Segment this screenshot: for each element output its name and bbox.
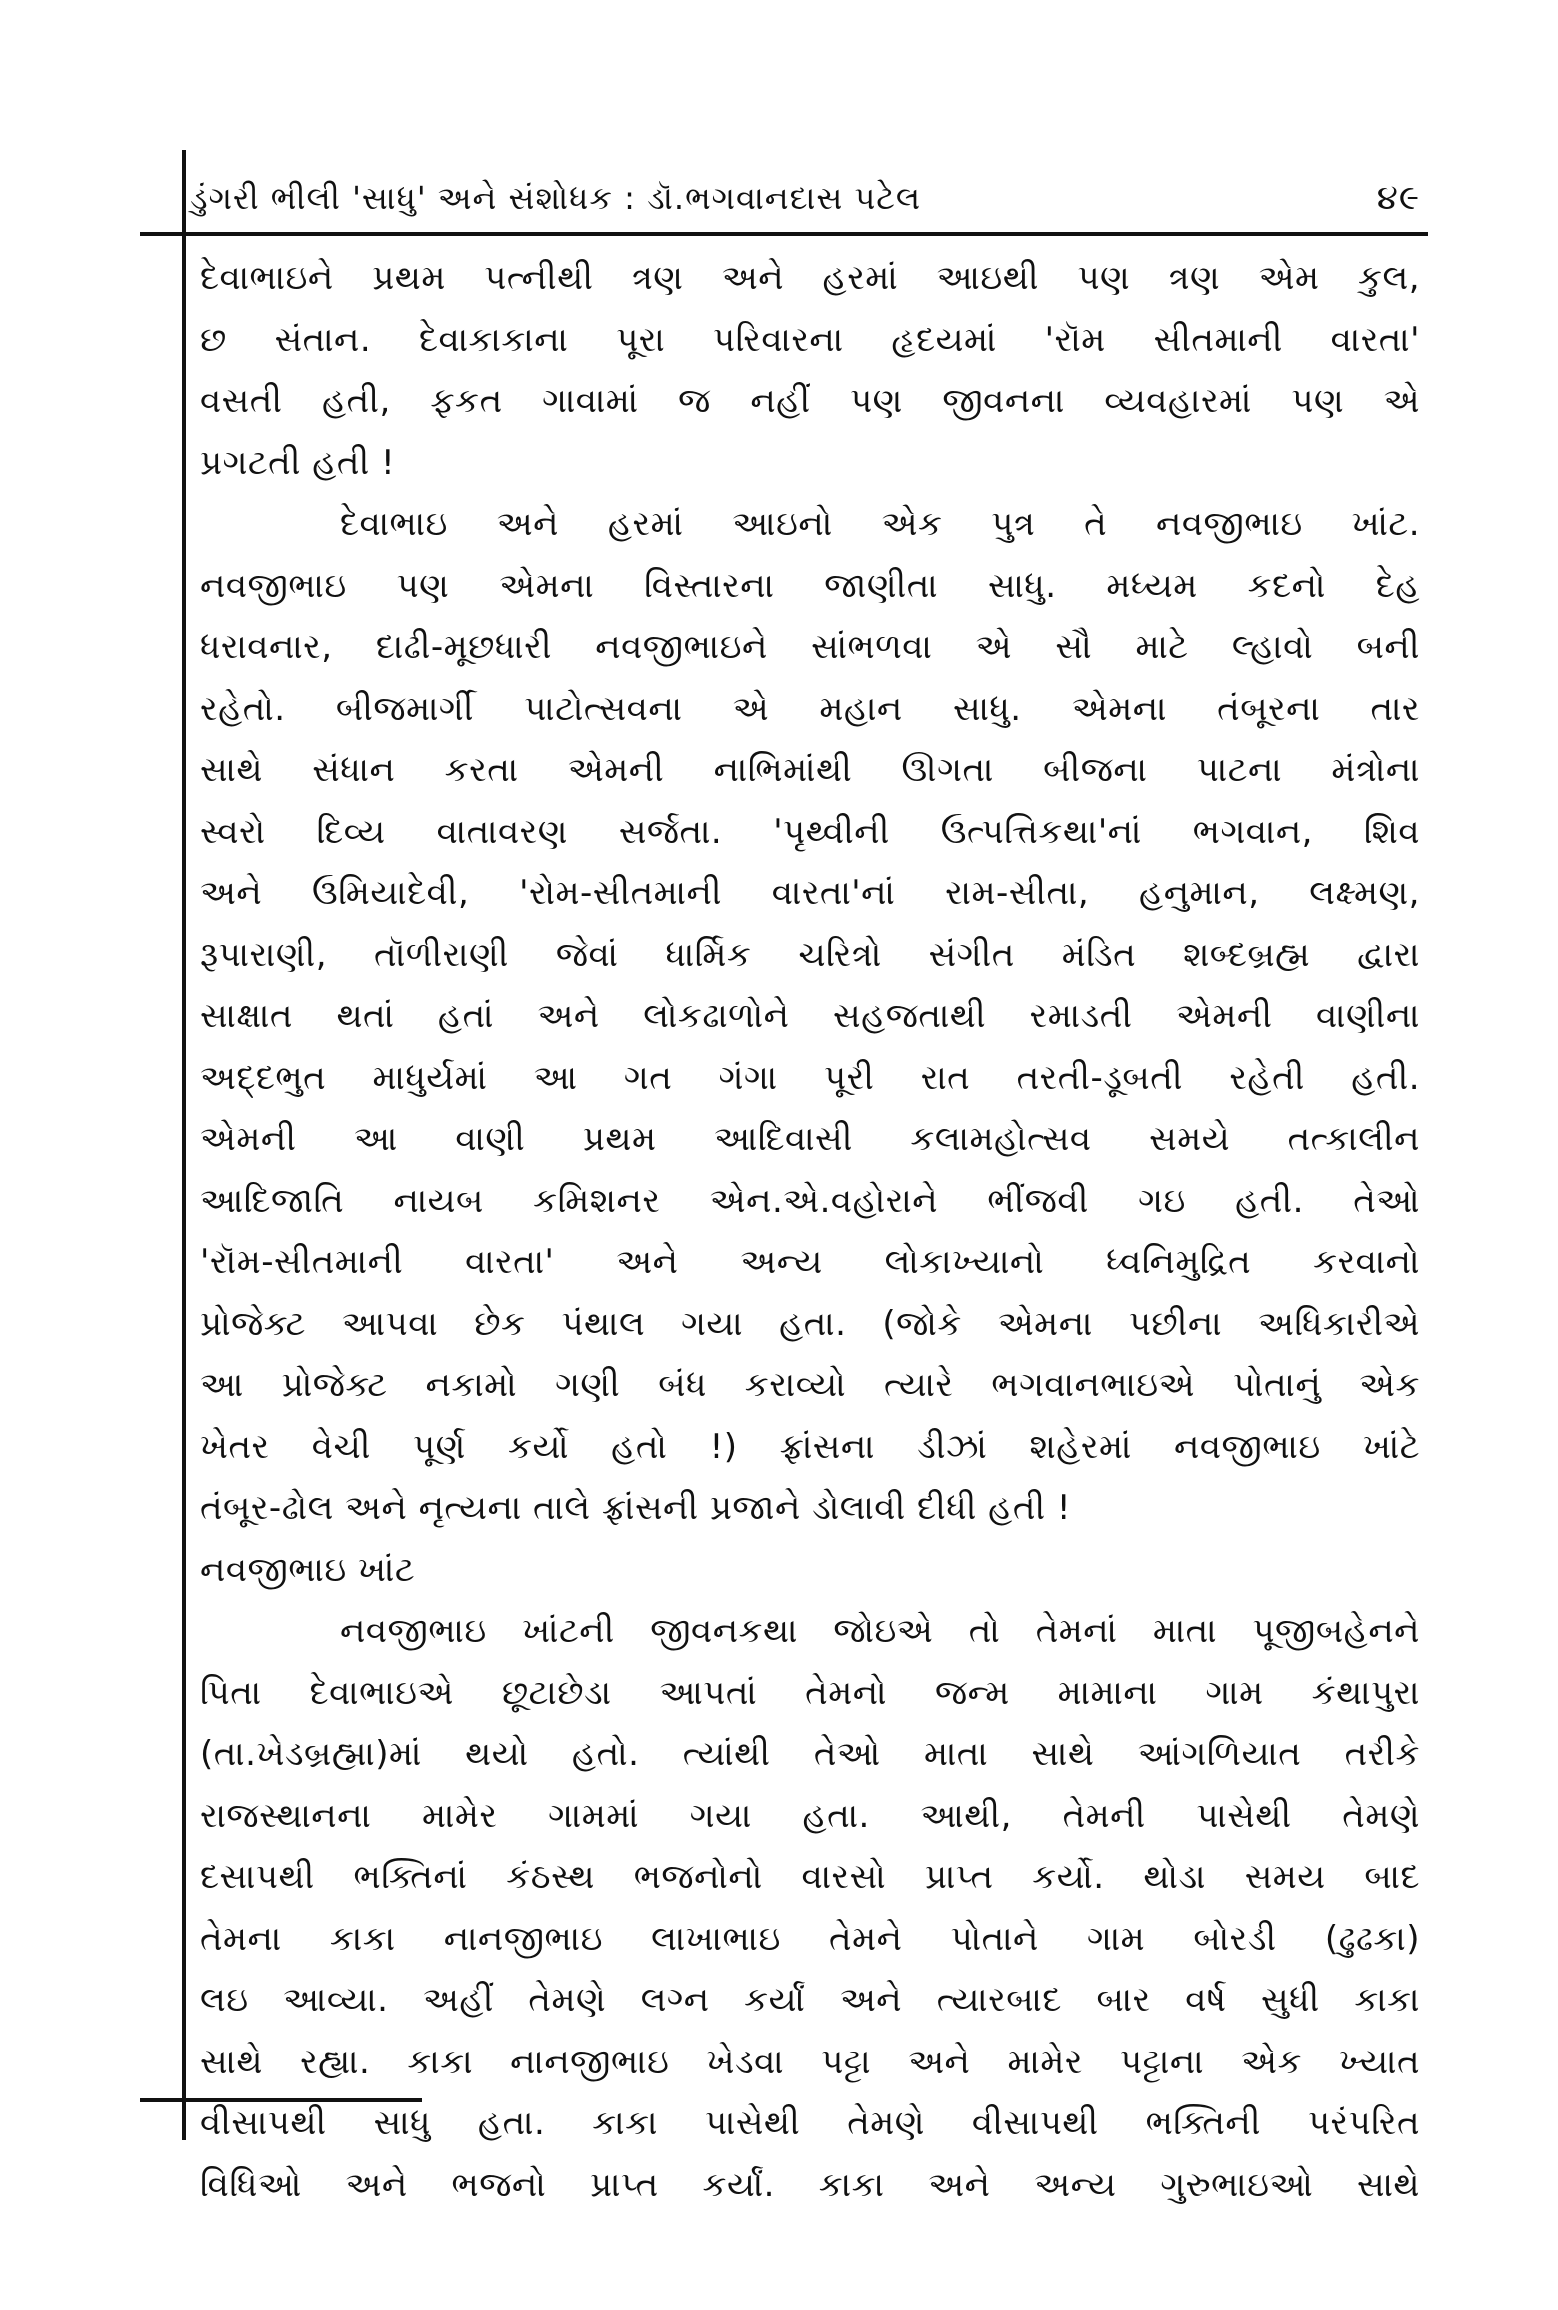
page-number: ૪૯ bbox=[1376, 178, 1420, 218]
text-line: દસાપથી ભક્તિનાં કંઠસ્થ ભજનોનો વારસો પ્રાપ્ત કર્યો. થોડા સમય બાદ bbox=[200, 1857, 1420, 1897]
text-line: લઇ આવ્યા. અહીં તેમણે લગ્ન કર્યાં અને ત્યારબાદ બાર વર્ષ સુધી કાકા bbox=[200, 1980, 1420, 2020]
header-rule bbox=[140, 232, 1428, 236]
text-line: આદિજાતિ નાયબ કમિશનર એન.એ.વહોરાને ભીંજવી ગઇ હતી. તેઓ bbox=[200, 1180, 1420, 1221]
text-line: એમની આ વાણી પ્રથમ આદિવાસી કલામહોત્સવ સમયે તત્કાલીન bbox=[200, 1119, 1420, 1159]
text-line: દેવાભાઇ અને હરમાં આઇનો એક પુત્ર તે નવજીભાઇ ખાંટ. bbox=[340, 504, 1420, 544]
text-line: ધરાવનાર, દાઢી-મૂછધારી નવજીભાઇને સાંભળવા એ સૌ માટે લ્હાવો બની bbox=[200, 627, 1420, 667]
text-line: પ્રોજેક્ટ આપવા છેક પંથાલ ગયા હતા. (જોકે એમના પછીના અધિકારીએ bbox=[200, 1303, 1420, 1344]
text-line: (તા.ખેડબ્રહ્મા)માં થયો હતો. ત્યાંથી તેઓ માતા સાથે આંગળિયાત તરીકે bbox=[200, 1734, 1420, 1774]
text-line: પિતા દેવાભાઇએ છૂટાછેડા આપતાં તેમનો જન્મ મામાના ગામ કંથાપુરા bbox=[200, 1672, 1420, 1713]
running-head bbox=[190, 168, 1420, 228]
text-line: વસતી હતી, ફકત ગાવામાં જ નહીં પણ જીવનના વ્યવહારમાં પણ એ bbox=[200, 381, 1420, 421]
text-line: દેવાભાઇને પ્રથમ પત્નીથી ત્રણ અને હરમાં આઇથી પણ ત્રણ એમ કુલ, bbox=[200, 258, 1420, 298]
text-line: રૂપારાણી, તૉળીરાણી જેવાં ધાર્મિક ચરિત્રો સંગીત મંડિત શબ્દબ્રહ્મ દ્વારા bbox=[200, 934, 1420, 975]
text-line: ખેતર વેચી પૂર્ણ કર્યો હતો !) ફ્રાંસના ડીઝાં શહેરમાં નવજીભાઇ ખાંટે bbox=[200, 1426, 1420, 1467]
text-line: અને ઉમિયાદેવી, 'રોમ-સીતમાની વારતા'નાં રામ-સીતા, હનુમાન, લક્ષ્મણ, bbox=[200, 873, 1420, 913]
text-line: છ સંતાન. દેવાકાકાના પૂરા પરિવારના હૃદયમાં 'રૉમ સીતમાની વારતા' bbox=[200, 319, 1420, 360]
text-line: વિધિઓ અને ભજનો પ્રાપ્ત કર્યાં. કાકા અને અન્ય ગુરુભાઇઓ સાથે bbox=[200, 2164, 1420, 2205]
text-line: નવજીભાઇ ખાંટની જીવનકથા જોઇએ તો તેમનાં માતા પૂજીબહેનને bbox=[340, 1611, 1420, 1651]
text-line: તેમના કાકા નાનજીભાઇ લાખાભાઇ તેમને પોતાને ગામ બોરડી (ઢુઢકા) bbox=[200, 1918, 1420, 1959]
text-line: સ્વરો દિવ્ય વાતાવરણ સર્જતા. 'પૃથ્વીની ઉત્પત્તિકથા'નાં ભગવાન, શિવ bbox=[200, 811, 1420, 852]
footer-rule bbox=[140, 2098, 422, 2102]
text-line: વીસાપથી સાધુ હતા. કાકા પાસેથી તેમણે વીસાપથી ભક્તિની પરંપરિત bbox=[200, 2103, 1420, 2143]
text-line: સાથે સંધાન કરતા એમની નાભિમાંથી ઊગતા બીજના પાટના મંત્રોના bbox=[200, 750, 1420, 790]
margin-rule-vertical bbox=[182, 150, 186, 2140]
text-line: સાથે રહ્યા. કાકા નાનજીભાઇ ખેડવા પટ્ટા અને મામેર પટ્ટાના એક ખ્યાત bbox=[200, 2041, 1420, 2082]
text-line: રાજસ્થાનના મામેર ગામમાં ગયા હતા. આથી, તેમની પાસેથી તેમણે bbox=[200, 1795, 1420, 1836]
text-line: તંબૂર-ઢોલ અને નૃત્યના તાલે ફ્રાંસની પ્રજાને ડોલાવી દીધી હતી ! bbox=[200, 1488, 1072, 1528]
text-line: અદ્દભુત માધુર્યમાં આ ગત ગંગા પૂરી રાત તરતી-ડૂબતી રહેતી હતી. bbox=[200, 1057, 1420, 1098]
text-line: આ પ્રોજેક્ટ નકામો ગણી બંધ કરાવ્યો ત્યારે ભગવાનભાઇએ પોતાનું એક bbox=[200, 1365, 1420, 1405]
text-line: રહેતો. બીજમાર્ગી પાટોત્સવના એ મહાન સાધુ. એમના તંબૂરના તાર bbox=[200, 688, 1420, 729]
running-head-title: ડુંગરી ભીલી 'સાધુ' અને સંશોધક : ડૉ.ભગવાનદાસ પટેલ bbox=[190, 178, 922, 217]
text-line: નવજીભાઇ પણ એમના વિસ્તારના જાણીતા સાધુ. મધ્યમ કદનો દેહ bbox=[200, 565, 1420, 606]
text-line: પ્રગટતી હતી ! bbox=[200, 442, 396, 483]
section-heading: નવજીભાઇ ખાંટ bbox=[200, 1549, 416, 1590]
text-line: સાક્ષાત થતાં હતાં અને લોકઢાળોને સહજતાથી રમાડતી એમની વાણીના bbox=[200, 996, 1420, 1036]
body-text bbox=[200, 248, 1420, 2216]
text-line: 'રૉમ-સીતમાની વારતા' અને અન્ય લોકાખ્યાનો ધ્વનિમુદ્રિત કરવાનો bbox=[200, 1242, 1420, 1282]
